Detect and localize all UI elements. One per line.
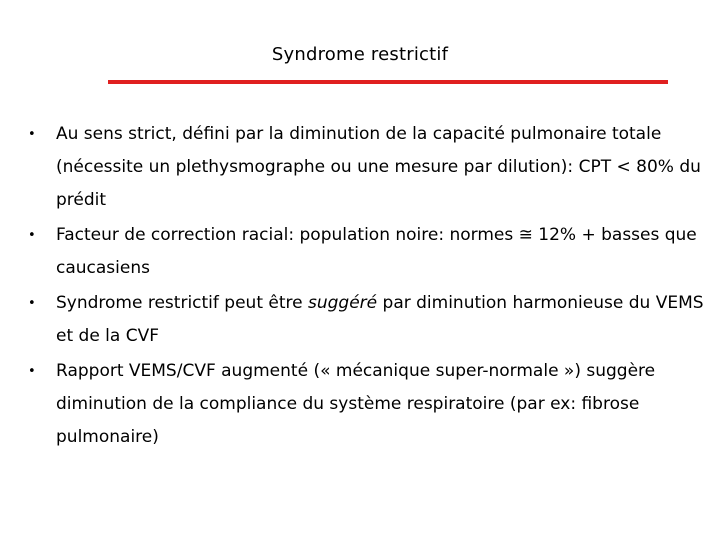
bullet-text: Rapport VEMS/CVF augmenté (« mécanique super-normale ») suggère diminution de la compliance du système respiratoire (par ex: fibrose pulmonaire): [56, 361, 656, 447]
bullet-text: Facteur de correction racial: population noire: normes ≅ 12% + basses que caucasiens: [56, 225, 697, 278]
slide-title: Syndrome restrictif: [271, 44, 449, 65]
bullet-item-racial-correction: [28, 219, 708, 285]
bullet-icon: •: [28, 296, 36, 311]
bullet-item-ratio: [28, 355, 708, 454]
bullet-text-start: Syndrome restrictif peut être: [56, 293, 308, 313]
bullet-text-end: par diminution harmonieuse du VEMS et de la CVF: [56, 293, 704, 346]
title-divider: [108, 80, 668, 84]
bullet-icon: •: [28, 364, 36, 379]
bullet-list: [28, 118, 708, 454]
bullet-icon: •: [28, 127, 36, 142]
bullet-text-emphasis: suggéré: [308, 293, 378, 313]
bullet-icon: •: [28, 228, 36, 243]
bullet-item-definition: [28, 118, 708, 217]
bullet-item-suggested: [28, 287, 708, 353]
bullet-text: Au sens strict, défini par la diminution de la capacité pulmonaire totale (nécessite un plethysmographe ou une mesure par dilution): CPT < 80% du prédit: [56, 124, 701, 210]
